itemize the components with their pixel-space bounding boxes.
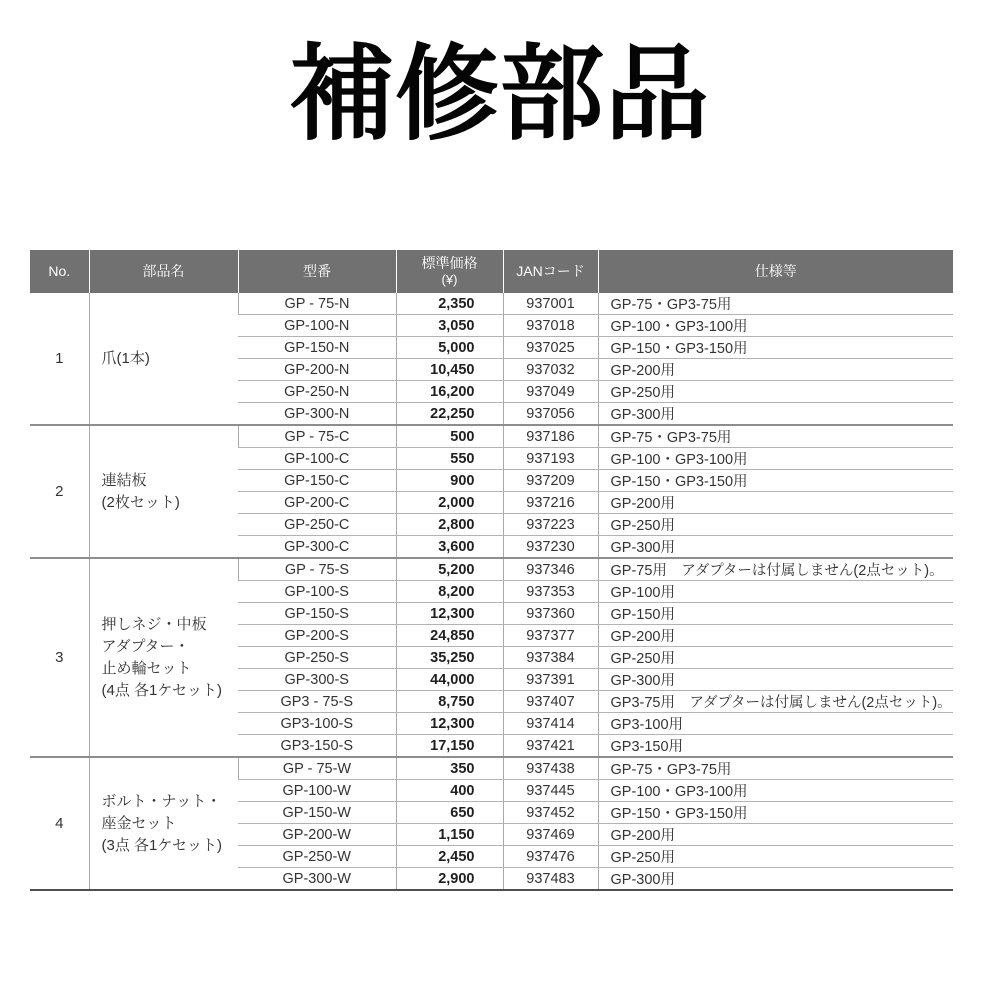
cell-model: GP-150-S — [238, 603, 396, 625]
cell-spec: GP3-75用 アダプターは付属しません(2点セット)。 — [598, 691, 953, 713]
cell-jan-code: 937360 — [503, 603, 598, 625]
cell-model: GP-100-C — [238, 448, 396, 470]
cell-jan-code: 937193 — [503, 448, 598, 470]
cell-jan-code: 937421 — [503, 735, 598, 758]
cell-part-name: 連結板 (2枚セット) — [89, 425, 238, 558]
cell-model: GP-200-C — [238, 492, 396, 514]
header-no: No. — [30, 250, 89, 293]
cell-jan-code: 937476 — [503, 846, 598, 868]
cell-price: 44,000 — [396, 669, 503, 691]
cell-spec: GP-200用 — [598, 625, 953, 647]
cell-jan-code: 937230 — [503, 536, 598, 559]
cell-price: 650 — [396, 802, 503, 824]
cell-price: 17,150 — [396, 735, 503, 758]
cell-jan-code: 937445 — [503, 780, 598, 802]
cell-spec: GP-100・GP3-100用 — [598, 780, 953, 802]
cell-price: 550 — [396, 448, 503, 470]
cell-spec: GP-75用 アダプターは付属しません(2点セット)。 — [598, 558, 953, 581]
cell-price: 5,000 — [396, 337, 503, 359]
cell-model: GP-150-W — [238, 802, 396, 824]
cell-price: 12,300 — [396, 713, 503, 735]
cell-price: 10,450 — [396, 359, 503, 381]
cell-spec: GP-250用 — [598, 647, 953, 669]
page-title: 補修部品 — [289, 37, 710, 153]
cell-jan-code: 937414 — [503, 713, 598, 735]
cell-model: GP3-100-S — [238, 713, 396, 735]
cell-spec: GP-200用 — [598, 359, 953, 381]
cell-section-no: 2 — [30, 425, 89, 558]
cell-spec: GP-300用 — [598, 868, 953, 891]
cell-model: GP-300-C — [238, 536, 396, 559]
cell-part-name: 爪(1本) — [89, 293, 238, 425]
cell-jan-code: 937018 — [503, 315, 598, 337]
cell-model: GP-150-N — [238, 337, 396, 359]
cell-model: GP - 75-W — [238, 757, 396, 780]
cell-jan-code: 937469 — [503, 824, 598, 846]
cell-model: GP-250-S — [238, 647, 396, 669]
cell-jan-code: 937216 — [503, 492, 598, 514]
cell-price: 12,300 — [396, 603, 503, 625]
cell-jan-code: 937452 — [503, 802, 598, 824]
cell-jan-code: 937223 — [503, 514, 598, 536]
cell-jan-code: 937186 — [503, 425, 598, 448]
cell-jan-code: 937384 — [503, 647, 598, 669]
cell-spec: GP-75・GP3-75用 — [598, 425, 953, 448]
cell-jan-code: 937209 — [503, 470, 598, 492]
cell-price: 2,000 — [396, 492, 503, 514]
cell-spec: GP-100用 — [598, 581, 953, 603]
cell-model: GP - 75-N — [238, 293, 396, 315]
cell-jan-code: 937025 — [503, 337, 598, 359]
cell-price: 5,200 — [396, 558, 503, 581]
cell-model: GP - 75-S — [238, 558, 396, 581]
cell-price: 2,800 — [396, 514, 503, 536]
cell-model: GP3-150-S — [238, 735, 396, 758]
cell-jan-code: 937438 — [503, 757, 598, 780]
header-part-name: 部品名 — [89, 250, 238, 293]
cell-spec: GP-300用 — [598, 536, 953, 559]
cell-price: 1,150 — [396, 824, 503, 846]
cell-price: 2,900 — [396, 868, 503, 891]
cell-jan-code: 937001 — [503, 293, 598, 315]
cell-price: 500 — [396, 425, 503, 448]
cell-price: 16,200 — [396, 381, 503, 403]
cell-spec: GP-250用 — [598, 514, 953, 536]
cell-model: GP-300-S — [238, 669, 396, 691]
table-row — [30, 757, 953, 780]
cell-spec: GP-150用 — [598, 603, 953, 625]
cell-spec: GP-200用 — [598, 824, 953, 846]
cell-jan-code: 937056 — [503, 403, 598, 426]
cell-model: GP-300-W — [238, 868, 396, 891]
cell-model: GP - 75-C — [238, 425, 396, 448]
cell-model: GP-250-N — [238, 381, 396, 403]
cell-jan-code: 937346 — [503, 558, 598, 581]
cell-spec: GP-200用 — [598, 492, 953, 514]
cell-spec: GP3-150用 — [598, 735, 953, 758]
cell-model: GP-250-W — [238, 846, 396, 868]
header-model: 型番 — [238, 250, 396, 293]
parts-table-wrap — [30, 250, 953, 891]
cell-jan-code: 937032 — [503, 359, 598, 381]
table-row — [30, 558, 953, 581]
table-header-row — [30, 250, 953, 293]
cell-price: 3,050 — [396, 315, 503, 337]
cell-part-name: 押しネジ・中板 アダプター・ 止め輪セット (4点 各1ケセット) — [89, 558, 238, 757]
cell-spec: GP-300用 — [598, 669, 953, 691]
cell-spec: GP-100・GP3-100用 — [598, 315, 953, 337]
header-jan-code: JANコード — [503, 250, 598, 293]
cell-model: GP-300-N — [238, 403, 396, 426]
cell-model: GP-250-C — [238, 514, 396, 536]
header-spec: 仕様等 — [598, 250, 953, 293]
cell-jan-code: 937407 — [503, 691, 598, 713]
cell-spec: GP3-100用 — [598, 713, 953, 735]
cell-spec: GP-250用 — [598, 381, 953, 403]
table-row — [30, 425, 953, 448]
header-price — [396, 250, 503, 293]
cell-model: GP-150-C — [238, 470, 396, 492]
cell-price: 2,350 — [396, 293, 503, 315]
cell-spec: GP-300用 — [598, 403, 953, 426]
cell-price: 3,600 — [396, 536, 503, 559]
cell-price: 350 — [396, 757, 503, 780]
cell-price: 400 — [396, 780, 503, 802]
cell-spec: GP-100・GP3-100用 — [598, 448, 953, 470]
cell-spec: GP-75・GP3-75用 — [598, 293, 953, 315]
cell-section-no: 4 — [30, 757, 89, 890]
cell-spec: GP-250用 — [598, 846, 953, 868]
cell-part-name: ボルト・ナット・ 座金セット (3点 各1ケセット) — [89, 757, 238, 890]
cell-model: GP-200-W — [238, 824, 396, 846]
header-price-line2: (¥) — [441, 272, 458, 288]
cell-jan-code: 937377 — [503, 625, 598, 647]
cell-price: 35,250 — [396, 647, 503, 669]
cell-price: 900 — [396, 470, 503, 492]
cell-model: GP-200-S — [238, 625, 396, 647]
table-row — [30, 293, 953, 315]
parts-table — [30, 250, 953, 891]
cell-spec: GP-150・GP3-150用 — [598, 802, 953, 824]
cell-spec: GP-150・GP3-150用 — [598, 337, 953, 359]
header-price-line1: 標準価格 — [421, 254, 478, 271]
parts-table-body — [30, 293, 953, 890]
cell-model: GP-200-N — [238, 359, 396, 381]
cell-spec: GP-150・GP3-150用 — [598, 470, 953, 492]
cell-price: 8,750 — [396, 691, 503, 713]
cell-section-no: 1 — [55, 350, 64, 367]
cell-jan-code: 937483 — [503, 868, 598, 891]
cell-model: GP-100-W — [238, 780, 396, 802]
cell-section-no: 3 — [30, 558, 89, 757]
cell-price: 2,450 — [396, 846, 503, 868]
cell-model: GP-100-S — [238, 581, 396, 603]
cell-price: 24,850 — [396, 625, 503, 647]
cell-spec: GP-75・GP3-75用 — [598, 757, 953, 780]
cell-model: GP3 - 75-S — [238, 691, 396, 713]
cell-jan-code: 937049 — [503, 381, 598, 403]
cell-jan-code: 937391 — [503, 669, 598, 691]
cell-jan-code: 937353 — [503, 581, 598, 603]
cell-model: GP-100-N — [238, 315, 396, 337]
cell-price: 8,200 — [396, 581, 503, 603]
cell-price: 22,250 — [396, 403, 503, 426]
